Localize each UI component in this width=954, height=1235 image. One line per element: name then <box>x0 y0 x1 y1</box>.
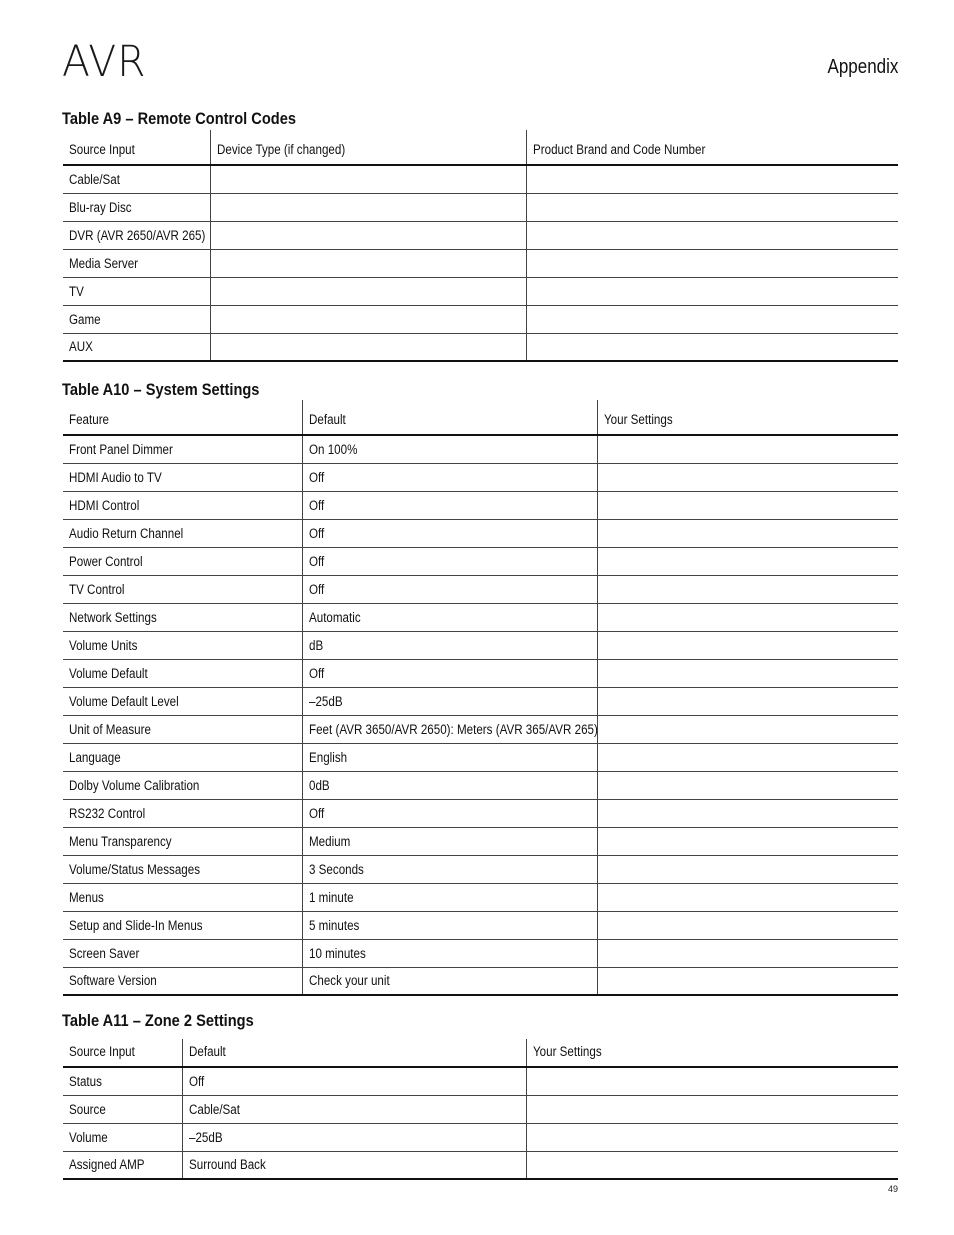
user-entry-cell <box>526 305 898 333</box>
table-row <box>63 165 898 193</box>
cell-text: Medium <box>308 833 350 849</box>
row-label-cell <box>63 659 302 687</box>
cell-text: Unit of Measure <box>69 721 151 737</box>
row-label-cell <box>63 1123 182 1151</box>
cell-text: Volume <box>69 1129 108 1145</box>
value-cell <box>302 855 597 883</box>
user-entry-cell <box>597 715 898 743</box>
cell-text: DVR (AVR 2650/AVR 265) <box>69 227 206 243</box>
cell-text: Menu Transparency <box>69 833 172 849</box>
value-cell <box>182 1067 526 1095</box>
user-entry-cell <box>597 967 898 995</box>
user-entry-cell <box>597 547 898 575</box>
page-number: 49 <box>887 1184 898 1194</box>
user-entry-cell <box>597 603 898 631</box>
user-entry-cell <box>526 249 898 277</box>
value-cell <box>302 743 597 771</box>
section-title: Appendix <box>827 56 898 78</box>
value-cell <box>210 277 526 305</box>
value-cell <box>182 1151 526 1179</box>
table-row <box>63 463 898 491</box>
row-label-cell <box>63 305 210 333</box>
cell-text: Status <box>69 1073 102 1089</box>
cell-text: Volume Default <box>69 665 148 681</box>
value-cell <box>302 911 597 939</box>
column-header-label: Default <box>188 1044 226 1059</box>
row-label-cell <box>63 1067 182 1095</box>
cell-text: Cable/Sat <box>69 171 120 187</box>
table-row <box>63 715 898 743</box>
table-row <box>63 519 898 547</box>
table-a9-title: Table A9 – Remote Control Codes <box>62 109 296 128</box>
table-header-row <box>63 1039 898 1067</box>
cell-text: Surround Back <box>188 1157 266 1173</box>
row-label-cell <box>63 911 302 939</box>
cell-text: 3 Seconds <box>308 861 364 877</box>
row-label-cell <box>63 883 302 911</box>
table-row <box>63 939 898 967</box>
cell-text: TV Control <box>69 581 125 597</box>
cell-text: Dolby Volume Calibration <box>69 777 200 793</box>
cell-text: Off <box>308 665 324 681</box>
value-cell <box>302 631 597 659</box>
row-label-cell <box>63 967 302 995</box>
table-header-row <box>63 130 898 165</box>
value-cell <box>302 575 597 603</box>
value-cell <box>182 1123 526 1151</box>
column-header <box>302 400 597 435</box>
table-row <box>63 193 898 221</box>
row-label-cell <box>63 827 302 855</box>
table-a11 <box>63 1039 898 1180</box>
cell-text: 10 minutes <box>308 945 366 961</box>
column-header-label: Default <box>308 412 346 427</box>
table-row <box>63 1123 898 1151</box>
table-row <box>63 249 898 277</box>
table-row <box>63 575 898 603</box>
column-header <box>210 130 526 165</box>
value-cell <box>302 659 597 687</box>
column-header-label: Device Type (if changed) <box>216 142 345 157</box>
cell-text: Assigned AMP <box>69 1157 145 1173</box>
cell-text: Off <box>308 469 324 485</box>
table-row <box>63 491 898 519</box>
row-label-cell <box>63 165 210 193</box>
row-label-cell <box>63 435 302 463</box>
row-label-cell <box>63 771 302 799</box>
value-cell <box>302 491 597 519</box>
user-entry-cell <box>597 463 898 491</box>
table-row <box>63 855 898 883</box>
table-row <box>63 743 898 771</box>
column-header-label: Feature <box>69 412 110 427</box>
cell-text: dB <box>308 637 323 653</box>
cell-text: English <box>308 749 347 765</box>
table-row <box>63 911 898 939</box>
table-row <box>63 333 898 361</box>
value-cell <box>182 1095 526 1123</box>
user-entry-cell <box>526 193 898 221</box>
table-row <box>63 1095 898 1123</box>
row-label-cell <box>63 463 302 491</box>
user-entry-cell <box>597 855 898 883</box>
table-row <box>63 967 898 995</box>
row-label-cell <box>63 333 210 361</box>
value-cell <box>302 687 597 715</box>
user-entry-cell <box>597 659 898 687</box>
column-header-label: Product Brand and Code Number <box>532 142 705 157</box>
table-row <box>63 547 898 575</box>
cell-text: HDMI Control <box>69 497 140 513</box>
user-entry-cell <box>597 687 898 715</box>
column-header <box>182 1039 526 1067</box>
value-cell <box>302 939 597 967</box>
table-row <box>63 827 898 855</box>
table-row <box>63 659 898 687</box>
user-entry-cell <box>526 1067 898 1095</box>
row-label-cell <box>63 193 210 221</box>
value-cell <box>210 333 526 361</box>
value-cell <box>302 967 597 995</box>
column-header <box>63 400 302 435</box>
cell-text: Network Settings <box>69 609 157 625</box>
cell-text: Power Control <box>69 553 143 569</box>
user-entry-cell <box>526 1095 898 1123</box>
user-entry-cell <box>597 491 898 519</box>
cell-text: 0dB <box>308 777 330 793</box>
row-label-cell <box>63 799 302 827</box>
value-cell <box>210 165 526 193</box>
cell-text: Off <box>308 581 324 597</box>
cell-text: Off <box>308 497 324 513</box>
cell-text: Media Server <box>69 255 139 271</box>
cell-text: Audio Return Channel <box>69 525 184 541</box>
cell-text: –25dB <box>308 693 343 709</box>
user-entry-cell <box>597 743 898 771</box>
user-entry-cell <box>526 221 898 249</box>
table-a11-title: Table A11 – Zone 2 Settings <box>62 1011 254 1030</box>
cell-text: Off <box>308 805 324 821</box>
value-cell <box>210 221 526 249</box>
column-header-label: Source Input <box>69 142 135 157</box>
value-cell <box>302 435 597 463</box>
cell-text: HDMI Audio to TV <box>69 469 162 485</box>
cell-text: Volume Units <box>69 637 138 653</box>
user-entry-cell <box>597 827 898 855</box>
user-entry-cell <box>597 771 898 799</box>
user-entry-cell <box>526 333 898 361</box>
cell-text: TV <box>69 283 84 299</box>
row-label-cell <box>63 519 302 547</box>
table-row <box>63 1151 898 1179</box>
cell-text: Software Version <box>69 973 157 989</box>
user-entry-cell <box>526 277 898 305</box>
column-header-label: Source Input <box>69 1044 135 1059</box>
value-cell <box>302 827 597 855</box>
cell-text: Check your unit <box>308 973 390 989</box>
cell-text: RS232 Control <box>69 805 146 821</box>
user-entry-cell <box>597 911 898 939</box>
table-row <box>63 687 898 715</box>
cell-text: Off <box>308 553 324 569</box>
cell-text: 1 minute <box>308 889 354 905</box>
user-entry-cell <box>597 883 898 911</box>
user-entry-cell <box>597 435 898 463</box>
column-header <box>597 400 898 435</box>
row-label-cell <box>63 491 302 519</box>
cell-text: Front Panel Dimmer <box>69 441 173 457</box>
row-label-cell <box>63 221 210 249</box>
value-cell <box>302 519 597 547</box>
cell-text: Setup and Slide-In Menus <box>69 917 203 933</box>
row-label-cell <box>63 631 302 659</box>
cell-text: Automatic <box>308 609 361 625</box>
table-row <box>63 799 898 827</box>
user-entry-cell <box>597 939 898 967</box>
user-entry-cell <box>597 519 898 547</box>
row-label-cell <box>63 249 210 277</box>
cell-text: AUX <box>69 339 93 355</box>
column-header <box>63 130 210 165</box>
user-entry-cell <box>526 1123 898 1151</box>
cell-text: 5 minutes <box>308 917 359 933</box>
value-cell <box>302 463 597 491</box>
table-a10 <box>63 400 898 996</box>
row-label-cell <box>63 1095 182 1123</box>
user-entry-cell <box>597 575 898 603</box>
user-entry-cell <box>526 1151 898 1179</box>
cell-text: Volume Default Level <box>69 693 179 709</box>
value-cell <box>302 799 597 827</box>
cell-text: Menus <box>69 889 104 905</box>
cell-text: Cable/Sat <box>188 1101 240 1117</box>
cell-text: Game <box>69 311 101 327</box>
row-label-cell <box>63 1151 182 1179</box>
table-row <box>63 603 898 631</box>
table-row <box>63 883 898 911</box>
value-cell <box>302 547 597 575</box>
table-a9 <box>63 130 898 362</box>
user-entry-cell <box>526 165 898 193</box>
value-cell <box>302 603 597 631</box>
table-a10-title: Table A10 – System Settings <box>62 380 260 399</box>
column-header <box>526 1039 898 1067</box>
column-header-label: Your Settings <box>532 1044 602 1059</box>
cell-text: –25dB <box>188 1129 223 1145</box>
value-cell <box>210 249 526 277</box>
row-label-cell <box>63 277 210 305</box>
table-row <box>63 631 898 659</box>
column-header <box>63 1039 182 1067</box>
row-label-cell <box>63 939 302 967</box>
avr-logo: AVR <box>62 37 147 87</box>
row-label-cell <box>63 603 302 631</box>
cell-text: Off <box>188 1073 204 1089</box>
value-cell <box>210 305 526 333</box>
column-header <box>526 130 898 165</box>
user-entry-cell <box>597 631 898 659</box>
row-label-cell <box>63 687 302 715</box>
table-row <box>63 771 898 799</box>
table-row <box>63 277 898 305</box>
user-entry-cell <box>597 799 898 827</box>
row-label-cell <box>63 715 302 743</box>
row-label-cell <box>63 855 302 883</box>
cell-text: Screen Saver <box>69 945 140 961</box>
row-label-cell <box>63 575 302 603</box>
table-row <box>63 221 898 249</box>
value-cell <box>210 193 526 221</box>
row-label-cell <box>63 743 302 771</box>
table-row <box>63 305 898 333</box>
cell-text: Volume/Status Messages <box>69 861 201 877</box>
cell-text: Feet (AVR 3650/AVR 2650): Meters (AVR 365/AVR 265) <box>308 721 597 737</box>
column-header-label: Your Settings <box>603 412 673 427</box>
table-row <box>63 1067 898 1095</box>
table-row <box>63 435 898 463</box>
cell-text: Off <box>308 525 324 541</box>
value-cell <box>302 715 597 743</box>
cell-text: Blu-ray Disc <box>69 199 132 215</box>
table-header-row <box>63 400 898 435</box>
value-cell <box>302 771 597 799</box>
cell-text: On 100% <box>308 441 357 457</box>
value-cell <box>302 883 597 911</box>
cell-text: Source <box>69 1101 106 1117</box>
row-label-cell <box>63 547 302 575</box>
cell-text: Language <box>69 749 121 765</box>
